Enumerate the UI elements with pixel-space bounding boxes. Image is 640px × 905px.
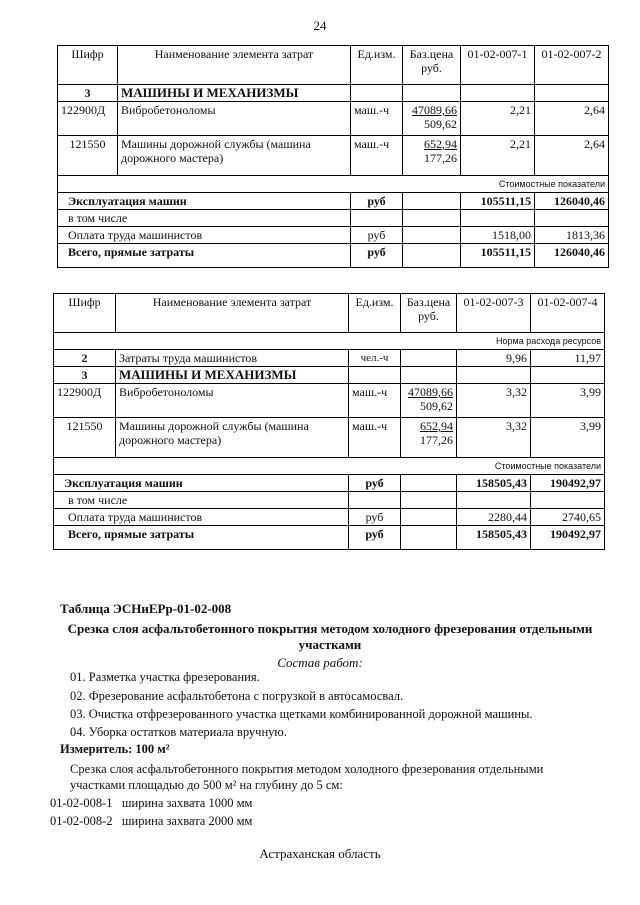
table-subtitle: Срезка слоя асфальтобетонного покрытия методом холодного фрезерования отдельными участками xyxy=(67,621,593,652)
table-header-row xyxy=(54,294,605,333)
table-row: Эксплуатация машин руб 158505,43 190492,97 xyxy=(54,475,605,492)
code-number: 01-02-008-1 xyxy=(50,796,113,810)
header-code: Шифр xyxy=(54,294,116,333)
section-row: 3 МАШИНЫ И МЕХАНИЗМЫ xyxy=(58,85,609,102)
table-row: 122900Д Вибробетоноломы маш.-ч 47089,66 509,62 2,21 2,64 xyxy=(58,102,609,136)
work-item: 01. Разметка участка фрезерования. xyxy=(70,670,260,684)
cost-label-row: Стоимостные показатели xyxy=(54,458,605,475)
table-row: 122900Д Вибробетоноломы маш.-ч 47089,66 509,62 3,32 3,99 xyxy=(54,384,605,418)
header-code: Шифр xyxy=(58,46,118,85)
description: Срезка слоя асфальтобетонного покрытия методом холодного фрезерования отдельными участками площадью до 500 м² на глубину до 5 см: xyxy=(70,762,544,792)
table-row: Оплата труда машинистов руб 1518,00 1813,36 xyxy=(58,227,609,244)
composition-heading: Состав работ: xyxy=(277,655,363,670)
header-name: Наименование элемента затрат xyxy=(118,46,351,85)
header-base-price: Баз.цена руб. xyxy=(403,46,461,85)
header-col1: 01-02-007-3 xyxy=(457,294,531,333)
region-footer: Астраханская область xyxy=(259,846,381,861)
work-item: 04. Уборка остатков материала вручную. xyxy=(70,725,287,739)
table-row: Оплата труда машинистов руб 2280,44 2740,65 xyxy=(54,509,605,526)
header-unit: Ед.изм. xyxy=(351,46,403,85)
table-row: Всего, прямые затраты руб 158505,43 190492,97 xyxy=(54,526,605,550)
code-item xyxy=(50,814,252,829)
table-row: в том числе xyxy=(58,210,609,227)
header-base-price: Баз.цена руб. xyxy=(401,294,457,333)
code-item xyxy=(50,796,252,811)
code-text: ширина захвата 2000 мм xyxy=(121,814,253,828)
labor-row: 2 Затраты труда машинистов чел.-ч 9,96 11,97 xyxy=(54,350,605,367)
work-item: 02. Фрезерование асфальтобетона с погрузкой в автосамосвал. xyxy=(70,689,404,703)
table-title: Таблица ЭСНиЕРр-01-02-008 xyxy=(60,601,232,616)
header-col2: 01-02-007-2 xyxy=(535,46,609,85)
header-name: Наименование элемента затрат xyxy=(116,294,349,333)
table-header-row xyxy=(58,46,609,85)
table-row: в том числе xyxy=(54,492,605,509)
cost-table-2 xyxy=(53,293,605,550)
header-unit: Ед.изм. xyxy=(349,294,401,333)
header-col1: 01-02-007-1 xyxy=(461,46,535,85)
table-row: Всего, прямые затраты руб 105511,15 126040,46 xyxy=(58,244,609,268)
page-number: 24 xyxy=(313,18,327,33)
header-col2: 01-02-007-4 xyxy=(531,294,605,333)
measurer: Измеритель: 100 м² xyxy=(60,742,170,756)
table-row: Эксплуатация машин руб 105511,15 126040,46 xyxy=(58,193,609,210)
table-row: 121550 Машины дорожной службы (машина дорожного мастера) маш.-ч 652,94 177,26 3,32 3,99 xyxy=(54,418,605,458)
table-row: 121550 Машины дорожной службы (машина дорожного мастера) маш.-ч 652,94 177,26 2,21 2,64 xyxy=(58,136,609,176)
work-item: 03. Очистка отфрезерованного участка щетками комбинированной дорожной машины. xyxy=(70,707,533,721)
cost-table-1 xyxy=(57,45,609,268)
code-number: 01-02-008-2 xyxy=(50,814,113,828)
resource-label-row: Норма расхода ресурсов xyxy=(54,333,605,350)
code-text: ширина захвата 1000 мм xyxy=(121,796,253,810)
cost-label-row: Стоимостные показатели xyxy=(58,176,609,193)
section-row: 3 МАШИНЫ И МЕХАНИЗМЫ xyxy=(54,367,605,384)
